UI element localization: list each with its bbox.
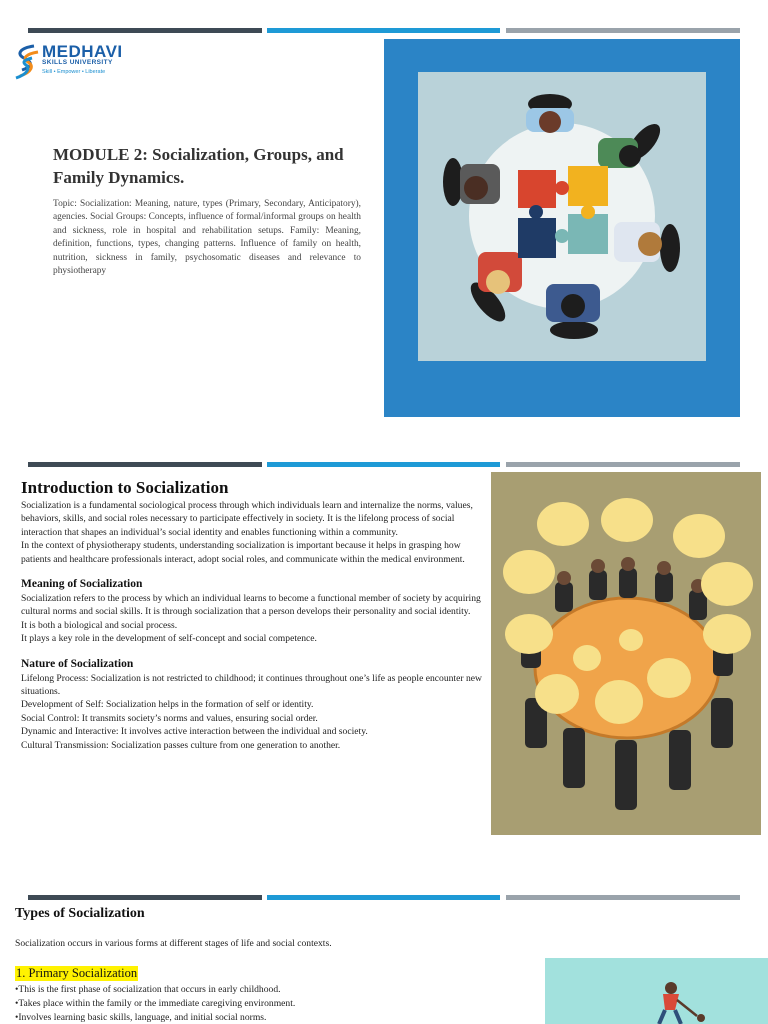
list-item: •Involves learning basic skills, language, and initial social norms.: [15, 1011, 267, 1023]
person-figure-icon: [526, 94, 574, 133]
round-table-meeting-illustration: [491, 472, 761, 835]
types-bar-blue: [267, 895, 500, 900]
meaning-paragraph-2: It is both a biological and social process.: [21, 619, 178, 631]
nature-item: Development of Self: Socialization helps in the formation of self or identity.: [21, 699, 314, 711]
university-logo: [12, 42, 142, 82]
logo-mark-icon: [12, 44, 40, 80]
list-item: •This is the first phase of socialization that occurs in early childhood.: [15, 984, 281, 995]
puzzle-piece-red: [518, 170, 556, 208]
nature-item: Social Control: It transmits society’s norms and values, ensuring social order.: [21, 712, 318, 724]
types-title: Types of Socialization: [15, 906, 145, 921]
header-bar-grey: [506, 28, 740, 33]
logo-tagline: Skill • Empower • Liberate: [42, 69, 106, 75]
module-title: MODULE 2: Socialization, Groups, and Family Dynamics.: [53, 145, 344, 187]
logo-brand: MEDHAVI: [42, 42, 123, 61]
module-topic: Topic: Socialization: Meaning, nature, types (Primary, Secondary, Anticipatory), agencies. Social Groups: Concepts, influence of formal/informal groups on health and sickness, role in hospital and rehabilitation setups. Family: Meaning, definition, functions, types, changing patterns. Influence of family on health, nutrition, sickness in family, psychosomatic diseases and relevance to physiotherapy: [53, 199, 361, 277]
meaning-heading: Meaning of Socialization: [21, 578, 143, 591]
nature-heading: Nature of Socialization: [21, 657, 134, 670]
parent-child-illustration: [545, 958, 768, 1024]
section-bar-blue: [267, 462, 500, 467]
list-item: •Takes place within the family or the immediate caregiving environment.: [15, 997, 296, 1009]
types-intro: Socialization occurs in various forms at different stages of life and social contexts.: [15, 938, 332, 949]
puzzle-piece-teal: [568, 214, 608, 254]
section-bar-dark: [28, 462, 262, 467]
types-bar-dark: [28, 895, 262, 900]
nature-item: Lifelong Process: Socialization is not restricted to childhood; it continues throughout one’s life as people encounter new situations.: [21, 672, 482, 698]
primary-socialization-list: [15, 983, 295, 1024]
intro-title: Introduction to Socialization: [21, 478, 229, 497]
meaning-paragraph-1: Socialization refers to the process by which an individual learns to become a functional member of society by acquiring cultural norms and social skills. It is through socialization that a person develops their personality and social identity.: [21, 593, 481, 618]
puzzle-teamwork-illustration: [418, 72, 706, 361]
header-bar-blue: [267, 28, 500, 33]
intro-paragraph-1: Socialization is a fundamental sociological process through which individuals learn and internalize the norms, values, behaviors, skills, and social roles necessary to participate effectively in society. It is the lifelong process of social interaction that shapes an individual’s social identity and enables functioning within a community.: [21, 500, 473, 538]
nature-item: Dynamic and Interactive: It involves active interaction between the individual and society.: [21, 726, 368, 738]
logo-subtitle: SKILLS UNIVERSITY: [42, 59, 113, 66]
header-bar-dark: [28, 28, 262, 33]
types-bar-grey: [506, 895, 740, 900]
nature-item: Cultural Transmission: Socialization passes culture from one generation to another.: [21, 739, 341, 751]
puzzle-piece-yellow: [568, 166, 608, 206]
meaning-paragraph-3: It plays a key role in the development of self-concept and social competence.: [21, 633, 317, 645]
puzzle-piece-navy: [518, 218, 556, 258]
intro-paragraph-2: In the context of physiotherapy students, understanding socialization is important because it helps in grasping how patients and healthcare professionals interact, adopt social roles, and communicate within the medical environment.: [21, 540, 465, 565]
intro-section: [21, 478, 483, 752]
section-bar-grey: [506, 462, 740, 467]
primary-socialization-heading: 1. Primary Socialization: [16, 966, 138, 980]
